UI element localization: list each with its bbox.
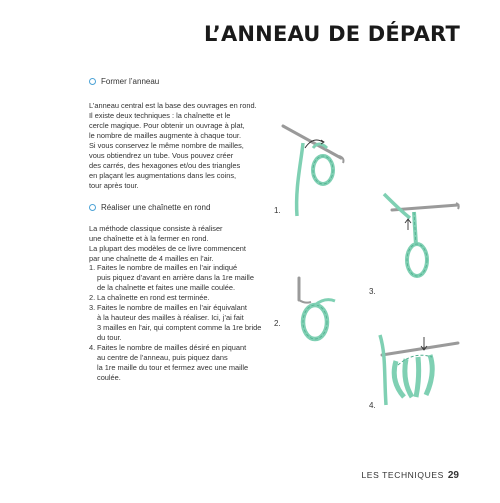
section-heading-label: Former l’anneau (101, 77, 160, 86)
yarn-tail (315, 300, 335, 305)
step-text: Faites le nombre de mailles en l’air indiqué puis piquez d’avant en arrière dans la 1re maille de la chaînette et faites une maille coulée. (97, 263, 254, 292)
section-heading-former (89, 77, 159, 86)
figure-3-label: 3. (369, 287, 376, 296)
figure-1-crochet-illustration (275, 118, 365, 218)
footer-section-name: LES TECHNIQUES (361, 470, 444, 480)
yarn-tail (380, 335, 386, 405)
figure-3-crochet-illustration (372, 190, 462, 290)
step-number: 1. (89, 263, 96, 272)
figure-4-crochet-illustration (372, 325, 462, 415)
page-title: L’ANNEAU DE DÉPART (204, 22, 460, 46)
page-number: 29 (447, 470, 459, 481)
step-number: 2. (89, 293, 96, 302)
step-item (89, 303, 269, 343)
figure-4-label: 4. (369, 401, 376, 410)
intro-paragraph: L’anneau central est la base des ouvrages en rond. Il existe deux techniques : la chaînette et le cercle magique. Pour obtenir un ouvrage à plat, le nombre de mailles augmente à chaque tour. Si vous conservez le même nombre de mailles, vous obtiendrez un tube. Vous pouvez créer des carrés, des hexagones et/ou des triangles en plaçant les augmentations dans les coins, tour après tour. (89, 101, 257, 190)
figure-1-label: 1. (274, 206, 281, 215)
yarn-tail (297, 143, 303, 216)
yarn-stitch (426, 355, 432, 395)
section-heading-label: Réaliser une chaînette en rond (101, 203, 211, 212)
step-item (89, 263, 269, 293)
section-heading-chainette (89, 203, 210, 212)
crochet-hook-icon (283, 126, 341, 158)
yarn-tail (384, 194, 410, 218)
step-item (89, 343, 269, 383)
figure-2-label: 2. (274, 319, 281, 328)
steps-list (89, 263, 269, 383)
yarn-stitch (405, 359, 412, 397)
step-text: Faites le nombre de mailles en l’air équivalant à la hauteur des mailles à réaliser. Ici, j’ai fait 3 mailles en l’air, qui comptent comme la 1re bride du tour. (97, 303, 262, 342)
method-paragraph: La méthode classique consiste à réaliser une chaînette et à la fermer en rond. La plupart des modèles de ce livre commencent par une chaînette de 4 mailles en l’air. (89, 224, 246, 263)
bullet-circle-icon (89, 78, 96, 85)
hook-tip (339, 156, 344, 163)
bullet-circle-icon (89, 204, 96, 211)
crochet-hook-icon (382, 343, 458, 355)
yarn-stitch (416, 357, 419, 397)
step-text: La chaînette en rond est terminée. (97, 293, 210, 302)
figure-2-crochet-illustration (285, 270, 355, 350)
step-number: 3. (89, 303, 96, 312)
step-text: Faites le nombre de mailles désiré en piquant au centre de l’anneau, puis piquez dans la 1re maille du tour et fermez avec une maille coulée. (97, 343, 249, 382)
step-number: 4. (89, 343, 96, 352)
page-footer (361, 470, 459, 481)
step-item (89, 293, 269, 303)
